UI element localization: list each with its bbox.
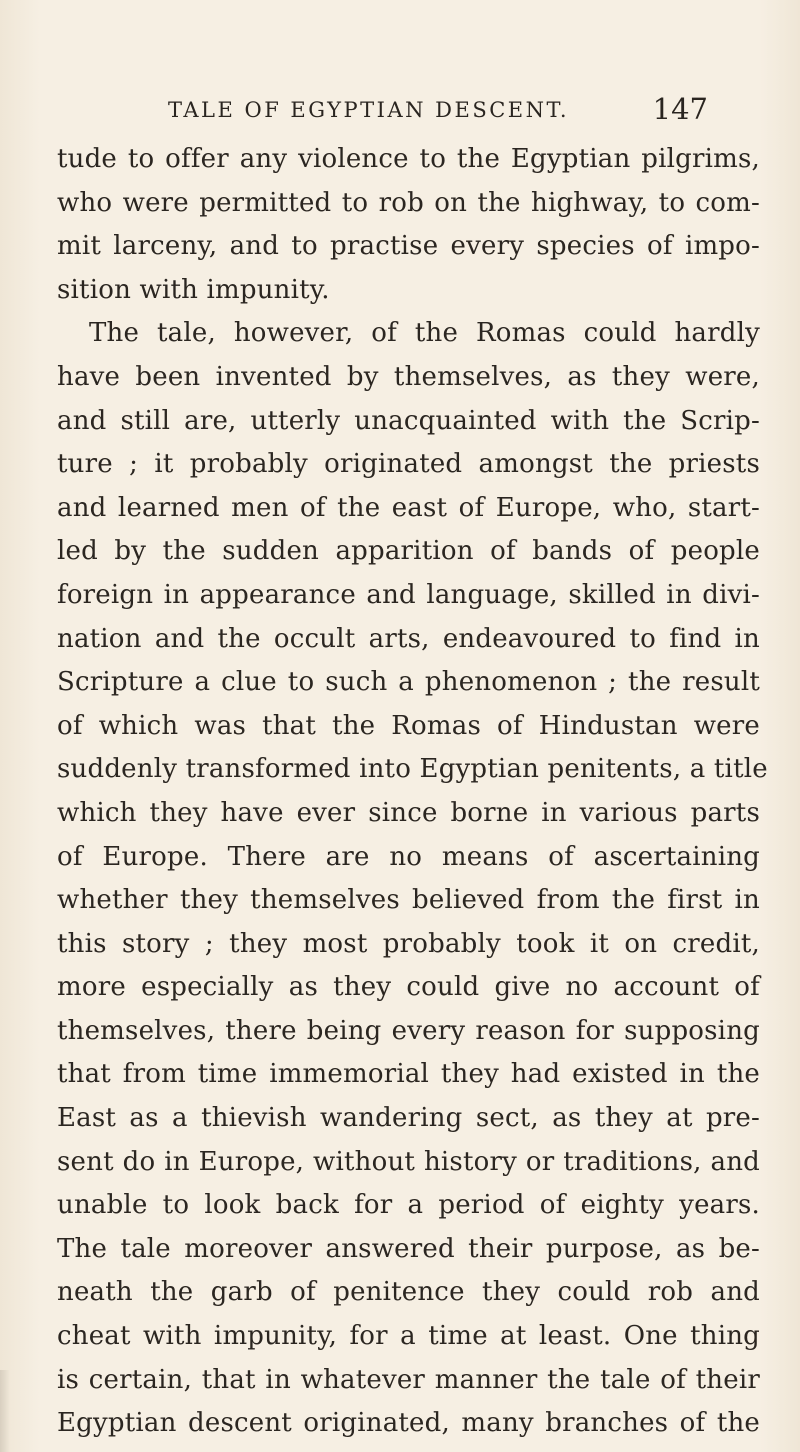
text-line: East as a thievish wandering sect, as they at pre-: [57, 1103, 760, 1134]
text-line: of which was that the Romas of Hindustan were: [57, 710, 760, 741]
text-line: The tale, however, of the Romas could hardly: [89, 318, 760, 349]
text-line: Egyptian descent originated, many branches of the: [57, 1408, 760, 1439]
text-line: unable to look back for a period of eighty years.: [57, 1190, 760, 1221]
text-line: foreign in appearance and language, skilled in divi-: [57, 579, 760, 610]
text-line: whether they themselves believed from the first in: [57, 885, 760, 916]
text-line: sition with impunity.: [57, 274, 330, 305]
text-line: and learned men of the east of Europe, who, start-: [57, 492, 760, 523]
text-line: suddenly transformed into Egyptian penitents, a title: [57, 754, 768, 785]
text-line: sent do in Europe, without history or traditions, and: [57, 1146, 760, 1177]
text-line: led by the sudden apparition of bands of people: [57, 536, 760, 567]
text-line: cheat with impunity, for a time at least. One thing: [57, 1321, 760, 1352]
body-text: [57, 138, 768, 1446]
text-line: tude to offer any violence to the Egyptian pilgrims,: [57, 144, 760, 174]
page-edge-shadow: [0, 1370, 10, 1452]
text-line: is certain, that in whatever manner the tale of their: [57, 1364, 760, 1395]
text-line: ture ; it probably originated amongst the priests: [57, 449, 760, 480]
running-title: TALE OF EGYPTIAN DESCENT.: [168, 98, 570, 122]
text-line: themselves, there being every reason for supposing: [57, 1015, 760, 1046]
text-line: nation and the occult arts, endeavoured to find in: [57, 623, 760, 654]
text-line: and still are, utterly unacquainted with the Scrip-: [57, 405, 760, 436]
text-line: neath the garb of penitence they could rob and: [57, 1277, 760, 1308]
text-line: mit larceny, and to practise every species of impo-: [57, 231, 760, 262]
text-line: Scripture a clue to such a phenomenon ; the result: [57, 667, 760, 698]
text-line: who were permitted to rob on the highway, to com-: [57, 187, 760, 218]
text-line: of Europe. There are no means of ascertaining: [57, 841, 760, 872]
text-line: which they have ever since borne in various parts: [57, 797, 760, 828]
text-line: this story ; they most probably took it on credit,: [57, 928, 760, 959]
page-number: 147: [652, 92, 708, 126]
page-header: [168, 92, 708, 132]
text-line: that from time immemorial they had existed in the: [57, 1059, 760, 1090]
text-line: The tale moreover answered their purpose, as be-: [57, 1233, 760, 1264]
text-line: have been invented by themselves, as they were,: [57, 361, 760, 392]
text-line: more especially as they could give no account of: [57, 972, 760, 1003]
